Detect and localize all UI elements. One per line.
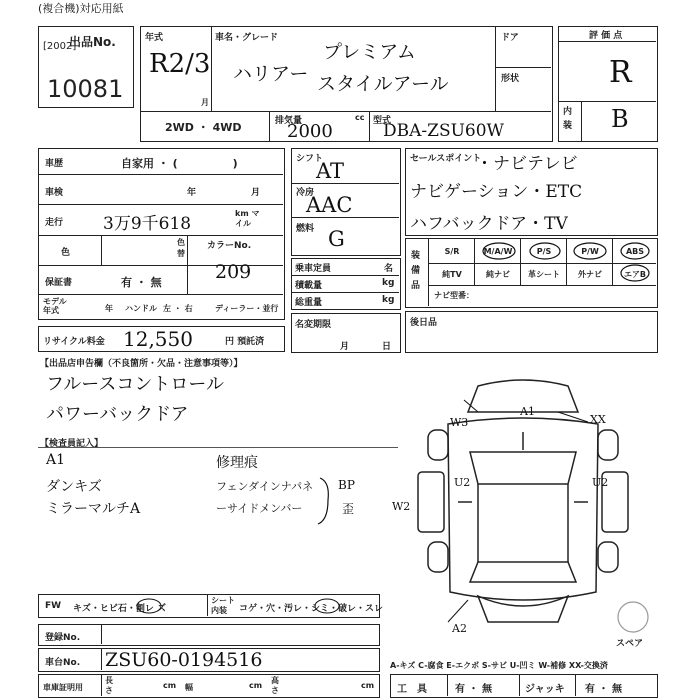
spare-label: スペア (616, 639, 644, 649)
inspector-line2: ダンキズ (46, 479, 102, 495)
shaken-month: 月 (251, 188, 261, 198)
navi-model-label: ナビ型番： (434, 291, 474, 300)
recycle-value: 12,550 (123, 327, 193, 351)
damage-legend: A-キズ C-腐食 E-エクボ S-サビ U-凹ミ W-補修 XX-交換済 (390, 661, 608, 670)
declaration-line1: フルースコントロール (46, 374, 225, 395)
equip-airbag: エアB (623, 270, 647, 279)
later-items-box (405, 311, 658, 353)
mark-a1: A1 (520, 405, 535, 418)
name-label: 車名・グレード (215, 33, 279, 43)
shaken-label: 車検 (45, 188, 64, 198)
load-label: 積載量 (295, 281, 323, 291)
year-label: 年式 (145, 33, 164, 43)
mark-u2-left: U2 (454, 476, 471, 489)
fw-row (38, 594, 384, 618)
spare-tire-icon (616, 600, 650, 634)
form-title: (複合機)対応用紙 (38, 2, 124, 15)
tools-value: 有 ・ 無 (455, 684, 492, 695)
declaration-line2: パワーバックドア (46, 404, 189, 425)
mileage-label: 走行 (45, 218, 64, 228)
equip-leather: 革シート (528, 270, 560, 279)
cert-height: 高さ (271, 676, 279, 695)
recycle-box (38, 326, 285, 352)
shape-label: 形状 (501, 74, 520, 84)
grade-box (558, 26, 658, 142)
interior-value: B (611, 105, 629, 133)
ac-label: 冷房 (296, 188, 315, 198)
grade-label: 評 価 点 (589, 31, 623, 41)
grade-line2: スタイルアール (317, 73, 449, 95)
inspector-line6: ーサイドメンバー (216, 502, 303, 515)
equip-sr: S/R (444, 247, 460, 256)
year-unit: 月 (201, 98, 209, 107)
vehicle-header (140, 26, 553, 142)
cert-width: 幅 (185, 683, 193, 692)
shift-label: シフト (296, 154, 324, 164)
weight-label: 総重量 (295, 298, 323, 308)
tools-box (390, 674, 658, 698)
inspector-line4: 修理痕 (216, 455, 258, 471)
equip-ext-navi: 外ナビ (578, 270, 602, 279)
seat-label: シート内装 (211, 596, 235, 615)
sales-points-box (405, 148, 658, 236)
chassis-label: 車台No. (45, 658, 81, 668)
shift-value: AT (316, 159, 345, 183)
jack-label: ジャッキ (525, 684, 565, 695)
color-label: 色 (61, 248, 71, 258)
inspector-line5: フェンダインナパネ (216, 480, 314, 493)
inspector-line1: A1 (46, 452, 66, 468)
handle-label: ハンドル (125, 304, 157, 313)
lot-number: 10081 (47, 75, 124, 103)
year-value: R2/3 (149, 49, 211, 79)
inspector-line8: 歪 (342, 502, 355, 516)
displacement-unit: cc (355, 113, 365, 122)
warranty-value: 有 ・ 無 (121, 276, 162, 289)
chassis-box (38, 648, 380, 672)
load-unit: kg (382, 278, 395, 288)
equipment-box (405, 238, 658, 308)
sales-points-label: セールスポイント (410, 154, 482, 164)
registration-box (38, 624, 380, 646)
door-label: ドア (501, 33, 519, 43)
tools-label: 工 具 (397, 684, 427, 695)
chassis-value: ZSU60-0194516 (105, 649, 263, 671)
color-no-label: カラーNo. (207, 241, 252, 251)
certificate-box (38, 674, 380, 698)
weight-unit: kg (382, 295, 395, 305)
history-label: 車歴 (45, 159, 64, 169)
fw-items: キズ・ヒビ石・割レ ズ (73, 604, 166, 614)
seat-items: コゲ・穴・汚レ・シミ・破レ・スレ (239, 604, 384, 614)
equip-pw: P/W (581, 247, 599, 256)
equip-navi: 純ナビ (486, 270, 510, 279)
grade-line1: プレミアム (323, 41, 416, 63)
lot-label: 出品No. (69, 35, 116, 49)
change-day: 日 (382, 342, 392, 352)
recycle-unit: 円 預託済 (225, 337, 265, 347)
equip-maw: M/A/W (483, 247, 513, 256)
capacity-unit: 名 (384, 264, 394, 274)
change-month: 月 (340, 342, 350, 352)
mileage-unit: km マイル (235, 209, 260, 228)
shaken-year: 年 (187, 188, 197, 198)
inspector-line3: ミラーマルチA (46, 501, 141, 517)
name-change-box (291, 313, 401, 353)
lot-year-tag: [2002] (43, 41, 77, 52)
cert-length: 長さ (105, 676, 113, 695)
sales-points-line1: ・ナビテレビ (476, 154, 578, 174)
mark-w2: W2 (392, 500, 411, 513)
color-change-label: 色替 (177, 238, 185, 258)
mark-a2: A2 (452, 622, 467, 635)
model-value: DBA-ZSU60W (383, 121, 505, 141)
name-value: ハリアー (233, 63, 309, 85)
cert-width-unit: cm (249, 681, 263, 690)
fw-label: FW (45, 601, 62, 611)
equipment-label: 装備品 (411, 251, 421, 291)
color-no-value: 209 (215, 261, 252, 283)
fw-circles (39, 595, 384, 619)
warranty-label: 保証書 (45, 278, 73, 288)
mileage-value: 3万9千618 (103, 214, 192, 234)
later-label: 後日品 (410, 318, 438, 328)
history-box (38, 148, 285, 320)
declaration-title: 【出品店申告欄（不良箇所・欠品・注意事項等）】 (40, 359, 243, 369)
sales-points-line2: ナビゲーション・ETC (410, 182, 583, 202)
lot-box (38, 26, 134, 108)
cert-length-unit: cm (163, 681, 177, 690)
inspector-brace (316, 476, 336, 526)
interior-label: 内装 (563, 107, 573, 131)
specs-box (291, 148, 401, 256)
fuel-label: 燃料 (296, 224, 315, 234)
mark-xx: XX (590, 413, 606, 426)
grade-score: R (609, 55, 632, 90)
inspector-line7: BP (338, 478, 355, 492)
registration-label: 登録No. (45, 633, 81, 643)
model-year-unit: 年 (105, 304, 113, 313)
mark-u2-right: U2 (592, 476, 609, 489)
change-label: 名変期限 (295, 320, 332, 330)
mark-w3: W3 (450, 416, 469, 429)
model-year-label: モデル年式 (43, 297, 67, 315)
sales-points-line3: ハフバックドア・TV (410, 214, 568, 234)
cert-height-unit: cm (361, 681, 375, 690)
equip-ps: P/S (536, 247, 552, 256)
displacement-label: 排気量 (275, 116, 303, 126)
equipment-circles (406, 239, 659, 309)
inspector-title: 【検査員記入】 (40, 439, 104, 449)
model-label: 型式 (373, 116, 392, 126)
recycle-label: リサイクル料金 (43, 337, 105, 347)
handle-value: 左 ・ 右 (163, 304, 193, 313)
drive-options: 2WD ・ 4WD (165, 121, 242, 134)
history-value: 自家用 ・ ( ) (121, 157, 238, 170)
certificate-label: 車庫証明用 (43, 683, 83, 692)
equip-tv: 純TV (442, 270, 462, 279)
capacity-box (291, 258, 401, 310)
jack-value: 有 ・ 無 (585, 684, 622, 695)
ac-value: AAC (306, 193, 353, 217)
displacement-value: 2000 (287, 121, 333, 142)
equip-abs: ABS (625, 247, 645, 256)
capacity-label: 乗車定員 (295, 264, 332, 274)
dealer-label: ディーラー・並行 (215, 304, 279, 313)
fuel-value: G (328, 227, 345, 251)
